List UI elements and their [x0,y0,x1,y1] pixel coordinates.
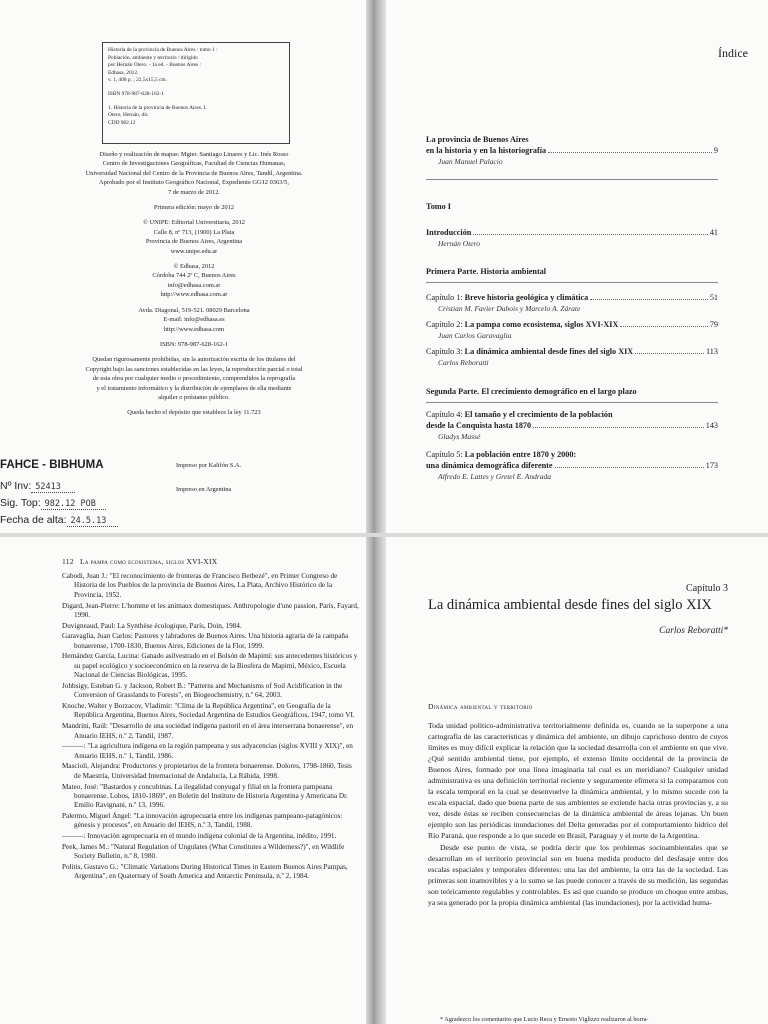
toc-leader [548,152,712,153]
credit-line: Provincia de Buenos Aires, Argentina [145,238,243,246]
toc-divider [426,179,718,180]
catalog-line: ISBN 978-987-628-162-1 [108,90,164,97]
toc-chapter-label: Capítulo 1: [426,293,463,302]
credit-line: Aprobado por el Instituto Geográfico Nacional, Expediente GG12 0363/5, [99,179,289,187]
stamp-inv-label: Nº Inv: [0,480,32,492]
toc-entry-chapter-2 [426,319,718,341]
page-number: 112 [62,557,74,566]
copyright-line: y el tratamiento informático y la distribución de ejemplares de ella mediante [96,384,292,392]
toc-title: en la historia y en la historiografía [426,146,547,155]
credit-line: E-mail: info@edhasa.es [163,316,225,324]
toc-line [426,409,718,420]
catalog-line: por Hernán Otero. - 1a ed. - Buenos Aires : [108,62,201,69]
footnote: * Agradezco los comentarios que Lucio Reca y Ernesto Viglizzo realizaron al borra- [440,1016,649,1023]
copyright-line: alquiler o préstamo público. [158,393,230,401]
bibliography-entry: Duvigneaud, Paul: La Synthèse écologique, París, Doin, 1984. [62,621,242,630]
toc-line [426,420,718,431]
printer-line: Impreso por Kalifón S.A. [176,462,242,469]
toc-title: La provincia de Buenos Aires [426,135,529,144]
catalog-line: Población, ambiente y territorio / dirigido [108,54,198,61]
stamp-signature [0,493,106,511]
copyright-line: Copyright bajo las sanciones establecidas en las leyes, la reproducción parcial o total [85,365,303,373]
chapter-number: Capítulo 3 [686,583,728,594]
toc-leader [635,353,704,354]
chapter-body [428,720,728,908]
toc-page: 173 [705,461,718,470]
toc-page: 113 [706,347,718,356]
toc-line [426,145,718,156]
toc-leader [620,326,707,327]
toc-chapter-label: Capítulo 3: [426,347,463,356]
toc-divider [426,282,718,283]
credit-line: http://www.edhasa.com.ar [160,291,228,299]
credit-line: http://www.edhasa.com [163,325,225,333]
catalog-line: CDD 982.12 [108,119,136,126]
catalog-line: Edhasa, 2012. [108,69,139,76]
credit-line: Córdoba 744 2º C, Buenos Aires [152,272,236,280]
credit-line: © UNIPE: Editorial Universitaria, 2012 [143,219,245,227]
toc-title: una dinámica demográfica diferente [426,461,553,470]
toc-entry-chapter-1 [426,292,718,314]
toc-author: Juan Manuel Palacio [438,157,503,166]
toc-author: Carlos Reboratti [438,358,489,367]
toc-chapter-label: Capítulo 2: [426,320,463,329]
body-paragraph: Desde ese punto de vista, se podría decir que los problemas socioambientales que se desarrollan en el territorio provincial son en buena medida producto del desfasaje entre dos escalas espaciales y temporales diferentes: una las del ambiente, la otra las de la sociedad. Las primeras son inamovibles y a lo sumo se las puede conocer a través de su medición, las segundas son teóricamente regulables y controlables. Es así que cuando se produce un choque entre ambas, ya sea generado por la propia dinámica ambiental (las inundaciones), por la actividad huma- [428,842,728,907]
toc-leader [533,427,704,428]
stamp-sig-value: 982.12 POB [41,499,106,510]
toc-author: Alfredo E. Lattes y Gretel E. Andrada [438,472,552,481]
running-title: La pampa como ecosistema, siglos XVI-XIX [80,557,218,566]
toc-page: 143 [705,421,718,430]
toc-title: La dinámica ambiental desde fines del siglo XIX [464,347,634,356]
toc-author: Gladys Massé [438,432,481,441]
credit-line: info@edhasa.com.ar [167,281,221,289]
toc-volume: Tomo I [426,202,451,211]
copyright-line: Quedan rigurosamente prohibidas, sin la autorización escrita de los titulares del [92,356,296,364]
toc-title: La pampa como ecosistema, siglos XVI-XIX [464,320,619,329]
toc-title: La población entre 1870 y 2000: [464,450,577,459]
catalog-line: 1. Historia de la provincia de Buenos Aires. I. [108,104,207,111]
bibliography-entry: Knoche, Walter y Borzacov, Vladimir: "Clima de la República Argentina", en Geografía de la República Argentina, Buenos Aires, Sociedad Argentina de Estudios Geográficos, 1947, tomo VI. [62,702,355,720]
bibliography-entry: Peek, James M.: "Natural Regulation of Ungulates (What Constitutes a Wilderness?)", en Wildlife Society Bulletin, n.º 8, 1980. [62,842,345,861]
bibliography-entry: ———: Innovación agropecuaria en el mundo indígena colonial de la Argentina, inédito, 1991. [62,832,337,841]
toc-line [426,319,718,330]
toc-author: Hernán Otero [438,239,481,248]
library-stamp-title: FAHCE - BIBHUMA [0,459,104,471]
toc-chapter-label: Capítulo 5: [426,450,463,459]
bibliography-entry: Palermo, Miguel Ángel: "La innovación agropecuaria entre los indígenas pampeano-patagónicos: génesis y procesos", en Anuario del IEHS, n.º 3, Tandil, 1988. [62,812,343,830]
toc-entry-chapter-4 [426,409,718,442]
toc-leader [473,234,707,235]
stamp-date-label: Fecha de alta: [0,514,67,526]
toc-title: El tamaño y el crecimiento de la población [464,410,613,419]
toc-title: Introducción [426,228,472,237]
toc-entry-intro [426,134,718,167]
toc-entry-chapter-3 [426,346,718,368]
toc-chapter-label: Capítulo 4: [426,410,463,419]
toc-page: 51 [709,293,718,302]
toc-author: Cristian M. Favier Dubois y Marcelo A. Zárate [438,304,581,313]
toc-page: 9 [713,146,718,155]
catalog-line: Historia de la provincia de Buenos Aires : tomo 1 : [108,47,218,53]
body-paragraph: Toda unidad político-administrativa territorialmente definida es, cuando se la superpone a una cartografía de las características y dinámica del ambiente, un dibujo caprichoso dentro de cuyos límites es muy difícil explicar la relación que la sociedad desarrolla con el ambiente en que vive. ¿Qué sentido ambiental tiene, por ejemplo, el extenso límite occidental de la provincia de Buenos Aires, formado por una línea imaginaria tal cual es un meridiano? Cualquier unidad administrativa es una definición territorial reciente y seguramente efímera si la comparamos con la escala temporal en la cual se desenvuelve la dinámica ambiental, y lo mismo sucede con la escala espacial, dado que buena parte de sus ambientes se extiende hacia otras provincias y, a su vez, desde éstas se reciben consecuencias de la dinámica ambiental de áreas lejanas. Un buen ejemplo son las periódicas inundaciones del Delta generadas por el comportamiento hídrico del Río Paraná, que responde a lo que sucede en Brasil, Paraguay y el norte de la Argentina. [428,721,728,841]
index-heading: Índice [718,46,748,60]
isbn-line: ISBN: 978-987-628-162-1 [160,340,228,348]
bibliography-entry: Digard, Jean-Pierre: L'homme et les animaux domestiques. Anthropologie d'une passion, París, Fayard, 1990. [62,601,359,619]
bibliography-entry: Mandrini, Raúl: "Desarrollo de una sociedad indígena pastoril en el área interserrana bonaerense", en Anuario IEHS, n.º 2, Tandil, 1987. [62,722,354,740]
stamp-date [0,510,118,528]
toc-leader [555,467,704,468]
bibliography-list [62,572,360,883]
stamp-inventory [0,476,75,494]
printed-in-line: Impreso en Argentina [176,486,232,493]
bibliography-entry: ———: "La agricultura indígena en la región pampeana y sus adyacencias (siglos XVIII y XIX)", en Anuario IEHS, n.º 1, Tandil, 1986. [62,742,353,760]
credit-line: Universidad Nacional del Centro de la Provincia de Buenos Aires, Tandil, Argentina. [85,169,303,177]
chapter-author: Carlos Reboratti* [659,626,728,636]
toc-line [426,346,718,357]
stamp-inv-value: 52413 [31,482,75,493]
credit-line: Avda. Diagonal, 519-521. 08029 Barcelona [138,306,250,314]
toc-line [426,460,718,471]
stamp-date-value: 24.5.13 [67,516,119,527]
toc-leader [590,299,708,300]
credit-line: Diseño y realización de mapas: Mgter. Santiago Linares y Lic. Inés Rosso [99,151,289,158]
toc-divider [426,402,718,403]
edition-line: Primera edición: mayo de 2012 [153,204,235,212]
catalog-line: Otero, Hernán, dir. [108,112,149,119]
credit-line: Calle 8, nº 713, (1900) La Plata [153,228,235,236]
legal-deposit-line: Queda hecho el depósito que establece la ley 11.723 [127,409,261,417]
toc-line [426,449,718,460]
bibliography-entry: Mascioli, Alejandra: Productores y propietarios de la frontera bonaerense. Dolores, 1798-1860, Tesis de Maestría, Universidad Internacional de Andalucía, La Rábida, 1998. [62,762,352,780]
bibliography-entry: Johbsigy, Esteban G. y Jackson, Robert B.: "Patterns and Mechanisms of Soil Acidification in the Conversion of Grasslands to Forests", en Biogeochemistry, n.º 64, 2003. [62,681,343,700]
toc-part-1: Primera Parte. Historia ambiental [426,267,547,276]
scan-divider [0,533,768,537]
toc-page: 41 [709,228,718,237]
imprint-credits [18,150,370,418]
catalog-record [102,42,290,144]
credit-line: © Edhasa, 2012 [173,263,215,271]
credit-line: 7 de marzo de 2012. [168,188,220,196]
toc-line [426,227,718,238]
running-head [62,557,217,566]
toc-entry-introduccion [426,227,718,249]
toc-title: Breve historia geológica y climática [464,293,589,302]
bibliography-entry: Hernández García, Lucina: Ganado asilvestrado en el Bolsón de Mapimí: sus antecedentes históricos y su papel ecológico y socioeconómico en la reserva de la Biosfera de Mapimí, México, Escuela Nacional de Ciencias Biológicas, 1995. [62,652,358,680]
toc-page: 79 [709,320,718,329]
toc-title: desde la Conquista hasta 1870 [426,421,532,430]
bibliography-entry: Politis, Gustavo G.: "Climatic Variations During Historical Times in Eastern Buenos Aires Pampas, Argentina", en Quaternary of South America and Antarctic Peninsula, n.º 2, 1984. [62,862,348,881]
section-heading: Dinámica ambiental y territorio [428,702,533,711]
credit-line: www.unipe.edu.ar [170,247,218,255]
chapter-title: La dinámica ambiental desde fines del siglo XIX [428,597,712,613]
toc-author: Juan Carlos Garavaglia [438,331,512,340]
bibliography-entry: Cabodi, Juan J.: "El reconocimiento de fronteras de Francisco Betbezé", en Primer Congreso de Historia de los Pueblos de la provincia de Buenos Aires, La Plata, Archivo Histórico de la Provincia, 1952. [62,572,338,599]
bibliography-entry: Garavaglia, Juan Carlos: Pastores y labradores de Buenos Aires. Una historia agraria de la campaña bonaerense, 1700-1830, Buenos Aires, Ediciones de la Flor, 1999. [62,632,349,650]
copyright-line: de esta obra por cualquier medio o procedimiento, comprendidos la reprografía [92,375,296,383]
toc-part-2: Segunda Parte. El crecimiento demográfico en el largo plazo [426,387,637,396]
catalog-line: v. 1, 408 p. ; 22,5x15,5 cm. [108,77,167,84]
stamp-sig-label: Sig. Top: [0,497,41,509]
bibliography-entry: Mateo, José: "Bastardos y concubinas. La ilegalidad conyugal y filial en la frontera pampeana bonaerense. Lobos, 1810-1869", en Boletín del Instituto de Historia Argentina y Americana Dr. Emilio Ravignani, n.º 13, 1996. [62,782,348,810]
credit-line: Centro de Investigaciones Geográficas, Facultad de Ciencias Humanas, [102,160,286,168]
toc-line [426,292,718,303]
toc-entry-chapter-5 [426,449,718,482]
